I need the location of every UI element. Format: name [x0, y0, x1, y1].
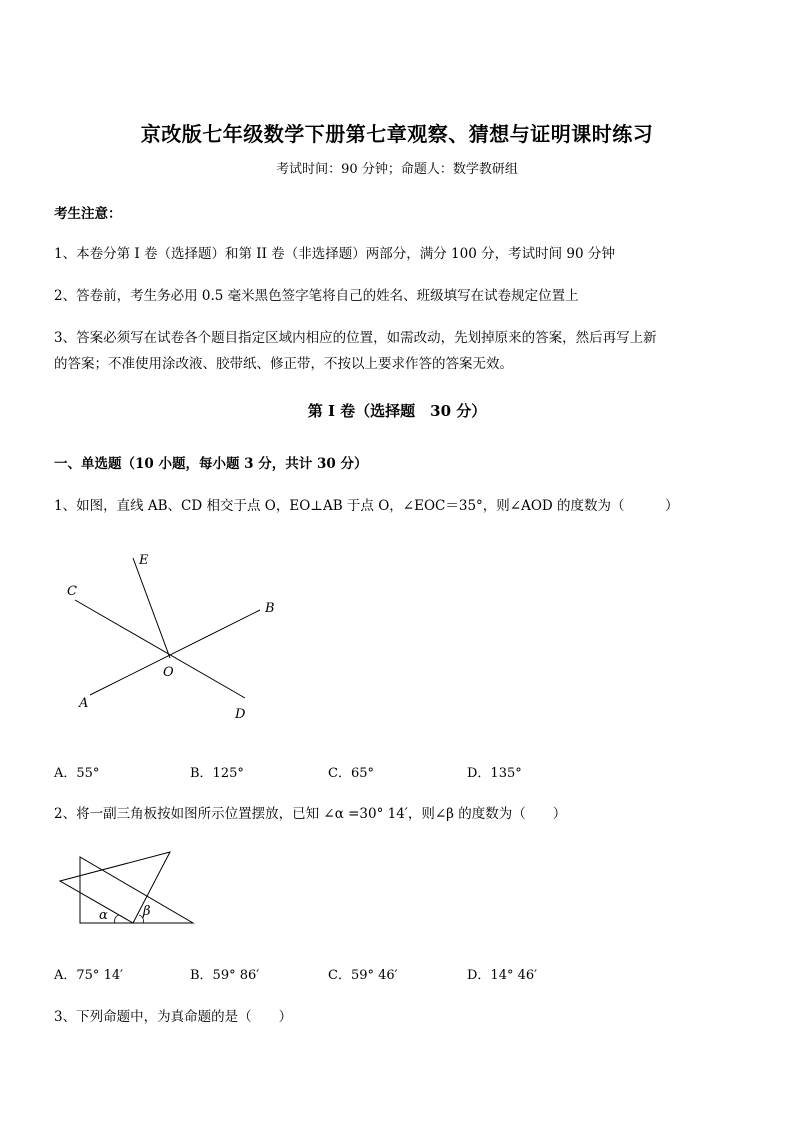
question-2-option-a[interactable]: A．75° 14′ — [54, 968, 124, 983]
notice-item-3: 3、答案必须写在试卷各个题目指定区域内相应的位置，如需改动，先划掉原来的答案，然后再写上新 — [54, 330, 657, 346]
section-title: 第 I 卷（选择题 30 分） — [307, 402, 487, 420]
question-1-figure — [55, 540, 295, 730]
page-title: 京改版七年级数学下册第七章观察、猜想与证明课时练习 — [140, 122, 654, 146]
question-1-stem: 1、如图，直线 AB、CD 相交于点 O，EO⊥AB 于点 O，∠EOC＝35°，则∠AOD 的度数为（ ） — [54, 498, 679, 514]
line-ab — [90, 610, 260, 695]
triangle-ruler-1 — [80, 857, 193, 923]
notice-heading: 考生注意： — [54, 206, 122, 222]
label-e: E — [139, 553, 149, 568]
page-subtitle: 考试时间：90 分钟；命题人：数学教研组 — [276, 162, 518, 177]
part-heading: 一、单选题（10 小题，每小题 3 分，共计 30 分） — [54, 456, 368, 472]
label-c: C — [67, 584, 77, 599]
question-2-option-c[interactable]: C．59° 46′ — [328, 968, 398, 983]
label-beta: β — [143, 904, 151, 919]
ray-oe — [133, 558, 170, 658]
question-2-option-b[interactable]: B．59° 86′ — [190, 968, 260, 983]
notice-item-3-cont: 的答案；不准使用涂改液、胶带纸、修正带，不按以上要求作答的答案无效。 — [54, 356, 513, 372]
question-1-option-d[interactable]: D．135° — [467, 766, 522, 781]
question-1-option-b[interactable]: B．125° — [190, 766, 244, 781]
label-o: O — [163, 665, 174, 680]
label-d: D — [235, 707, 246, 722]
question-2-option-d[interactable]: D．14° 46′ — [467, 968, 538, 983]
question-2-figure — [55, 845, 205, 930]
angle-alpha-arc — [115, 915, 119, 923]
notice-item-2: 2、答卷前，考生务必用 0.5 毫米黑色签字笔将自己的姓名、班级填写在试卷规定位置上 — [54, 288, 579, 304]
label-a: A — [79, 696, 89, 711]
label-alpha: α — [99, 908, 108, 923]
question-2-stem: 2、将一副三角板按如图所示位置摆放，已知 ∠α =30° 14′，则∠β 的度数为（ ） — [54, 806, 567, 822]
notice-item-1: 1、本卷分第 I 卷（选择题）和第 II 卷（非选择题）两部分，满分 100 分，考试时间 90 分钟 — [54, 246, 615, 262]
question-1-option-c[interactable]: C．65° — [328, 766, 374, 781]
label-b: B — [265, 601, 275, 616]
question-1-option-a[interactable]: A．55° — [54, 766, 100, 781]
line-cd — [75, 600, 245, 698]
question-3-stem: 3、下列命题中，为真命题的是（ ） — [54, 1009, 293, 1025]
triangle-ruler-2 — [60, 852, 170, 923]
